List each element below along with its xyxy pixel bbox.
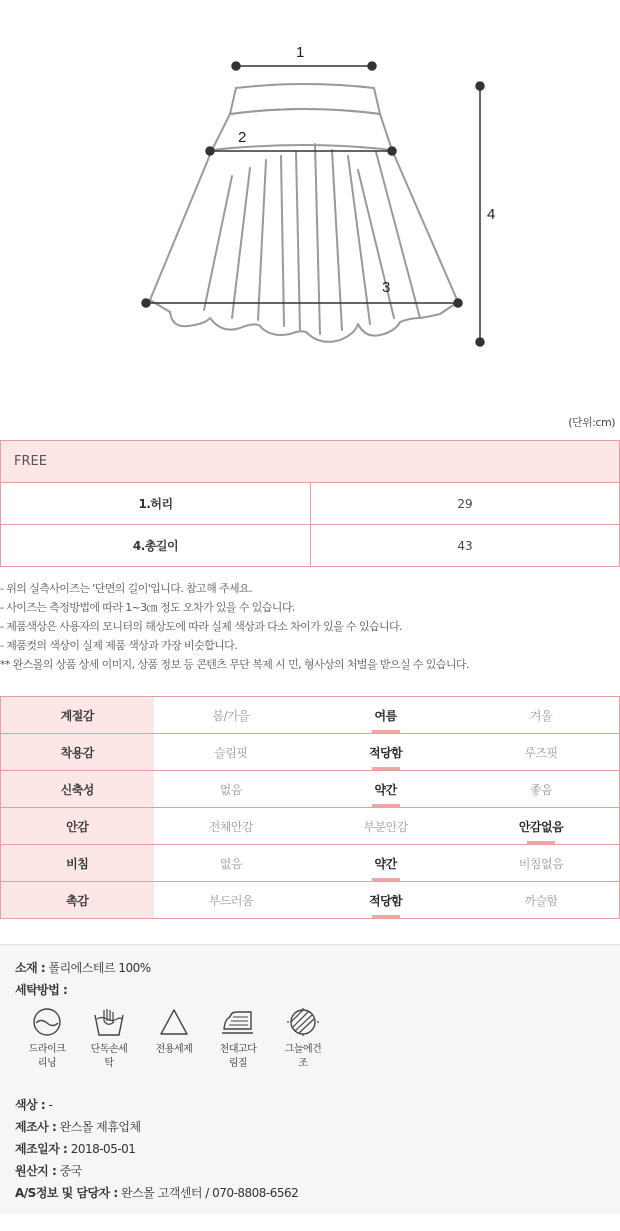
shade-dry-icon: [286, 1007, 320, 1037]
feature-option-selected: [308, 734, 463, 771]
dry-clean-icon: [30, 1007, 64, 1037]
skirt-hem: [170, 312, 440, 342]
size-row: [1, 525, 620, 567]
skirt-measurement-diagram: [0, 0, 620, 400]
wash-item-label: 천대고다: [219, 1044, 257, 1055]
size-row-label: 4.총길이: [1, 525, 311, 567]
origin-label: 원산지 :: [15, 1164, 57, 1178]
feature-option: [463, 697, 620, 734]
wash-item-label: 조: [298, 1058, 308, 1069]
size-name: FREE: [1, 441, 620, 483]
feature-option-text: 약간: [374, 856, 397, 871]
feature-option-text: 봄/가을: [212, 708, 250, 723]
material-row: [15, 959, 151, 976]
feature-label: 신축성: [1, 771, 154, 808]
feature-option: [463, 734, 620, 771]
feature-option-text: 약간: [374, 782, 397, 797]
size-table: [0, 440, 620, 567]
feature-option-selected: [308, 882, 463, 919]
feature-label: 착용감: [1, 734, 154, 771]
wash-item-label: 리닝: [37, 1058, 57, 1069]
dimension-label-2: 2: [238, 129, 247, 146]
feature-option: [463, 882, 620, 919]
feature-option: [463, 771, 620, 808]
neutral-detergent-icon: [157, 1007, 191, 1037]
feature-option-text: 부분안감: [363, 819, 408, 834]
wash-item-label: 그늘에건: [284, 1044, 322, 1055]
color-row: [15, 1096, 52, 1113]
feature-option-text: 여름: [374, 708, 397, 723]
wash-item-dry-clean: [17, 1007, 77, 1071]
wash-item-iron: [208, 1007, 268, 1071]
wash-item-label: 전용세제: [155, 1044, 193, 1055]
feature-label: 촉감: [1, 882, 154, 919]
feature-option-text: 없음: [219, 782, 242, 797]
feature-option: [154, 808, 309, 845]
note-item: - 사이즈는 측정방법에 따라 1~3㎝ 정도 오차가 있을 수 있습니다.: [0, 601, 295, 614]
color-value: -: [48, 1098, 53, 1112]
feature-row: [1, 845, 620, 882]
wash-item-label: 드라이크: [28, 1044, 66, 1055]
feature-option-selected: [463, 808, 620, 845]
feature-option: [154, 734, 309, 771]
feature-option-text: 루즈핏: [524, 745, 558, 760]
material-value: 폴리에스테르 100%: [48, 961, 151, 975]
feature-row: [1, 771, 620, 808]
date-row: [15, 1140, 135, 1157]
feature-option: [463, 845, 620, 882]
material-label: 소재 :: [15, 961, 46, 975]
feature-label: 계절감: [1, 697, 154, 734]
size-row-label: 1.허리: [1, 483, 311, 525]
feature-option-text: 안감없음: [518, 819, 564, 834]
origin-row: [15, 1162, 82, 1179]
wash-icons: [15, 1007, 345, 1087]
wash-item-label: 탁: [104, 1058, 114, 1069]
feature-row: [1, 697, 620, 734]
feature-option-selected: [308, 845, 463, 882]
wash-item-label: 단독손세: [90, 1044, 128, 1055]
feature-option: [154, 882, 309, 919]
feature-option-text: 전체안감: [208, 819, 254, 834]
date-value: 2018-05-01: [70, 1142, 136, 1156]
iron-with-cloth-icon: [221, 1007, 255, 1037]
feature-row: [1, 808, 620, 845]
wash-item-hand-wash: [79, 1007, 139, 1071]
feature-option-text: 적당함: [368, 893, 403, 908]
feature-option-text: 슬림핏: [214, 745, 248, 760]
note-item: - 제품컷의 색상이 실제 제품 색상과 가장 비슷합니다.: [0, 639, 238, 652]
product-info-panel: [0, 944, 620, 1214]
note-item: ** 완스몰의 상품 상세 이미지, 상품 정보 등 콘텐츠 무단 복제 시 민, 형사상의 처벌을 받으실 수 있습니다.: [0, 658, 469, 671]
date-label: 제조일자 :: [15, 1142, 68, 1156]
size-row: [1, 483, 620, 525]
feature-option-text: 적당함: [368, 745, 403, 760]
unit-label: (단위:cm): [568, 416, 615, 429]
size-table-header: [1, 441, 620, 483]
maker-label: 제조사 :: [15, 1120, 57, 1134]
feature-option: [154, 845, 309, 882]
maker-value: 완스몰 제휴업체: [59, 1120, 141, 1134]
as-label: A/S정보 및 담당자 :: [15, 1186, 118, 1200]
as-row: [15, 1184, 298, 1201]
skirt-left-side: [150, 150, 212, 312]
wash-label: 세탁방법 :: [15, 983, 68, 997]
size-row-value: 43: [311, 525, 620, 567]
maker-row: [15, 1118, 141, 1135]
wash-row: [15, 981, 67, 998]
feature-option-text: 겨울: [529, 708, 553, 723]
dimension-label-1: 1: [296, 44, 305, 61]
size-row-value: 29: [311, 483, 620, 525]
feature-row: [1, 734, 620, 771]
skirt-right-side: [392, 150, 458, 314]
feature-option-selected: [308, 771, 463, 808]
feature-option-text: 없음: [219, 856, 242, 871]
wash-item-label: 림질: [228, 1058, 248, 1069]
note-item: - 제품색상은 사용자의 모니터의 해상도에 따라 실제 색상과 다소 차이가 있을 수 있습니다.: [0, 620, 402, 633]
feature-option: [308, 808, 463, 845]
feature-option: [154, 771, 309, 808]
color-label: 색상 :: [15, 1098, 46, 1112]
product-feature-table: [0, 696, 620, 919]
feature-option-text: 비침없음: [518, 856, 564, 871]
feature-label: 안감: [1, 808, 154, 845]
feature-label: 비침: [1, 845, 154, 882]
dimension-label-4: 4: [487, 206, 496, 223]
feature-option-selected: [308, 697, 463, 734]
as-value: 완스몰 고객센터 / 070-8808-6562: [121, 1186, 299, 1200]
feature-option: [154, 697, 309, 734]
feature-option-text: 좋음: [529, 782, 553, 797]
hand-wash-icon: [92, 1007, 126, 1037]
note-item: - 위의 실측사이즈는 '단면의 길이'입니다. 참고해 주세요.: [0, 582, 252, 595]
feature-option-text: 까슬함: [524, 893, 558, 908]
origin-value: 중국: [59, 1164, 82, 1178]
dimension-label-3: 3: [382, 279, 391, 296]
wash-item-detergent: [144, 1007, 204, 1057]
wash-item-shade-dry: [273, 1007, 333, 1071]
size-notes: [0, 579, 620, 674]
feature-row: [1, 882, 620, 919]
feature-option-text: 부드러움: [208, 893, 254, 908]
